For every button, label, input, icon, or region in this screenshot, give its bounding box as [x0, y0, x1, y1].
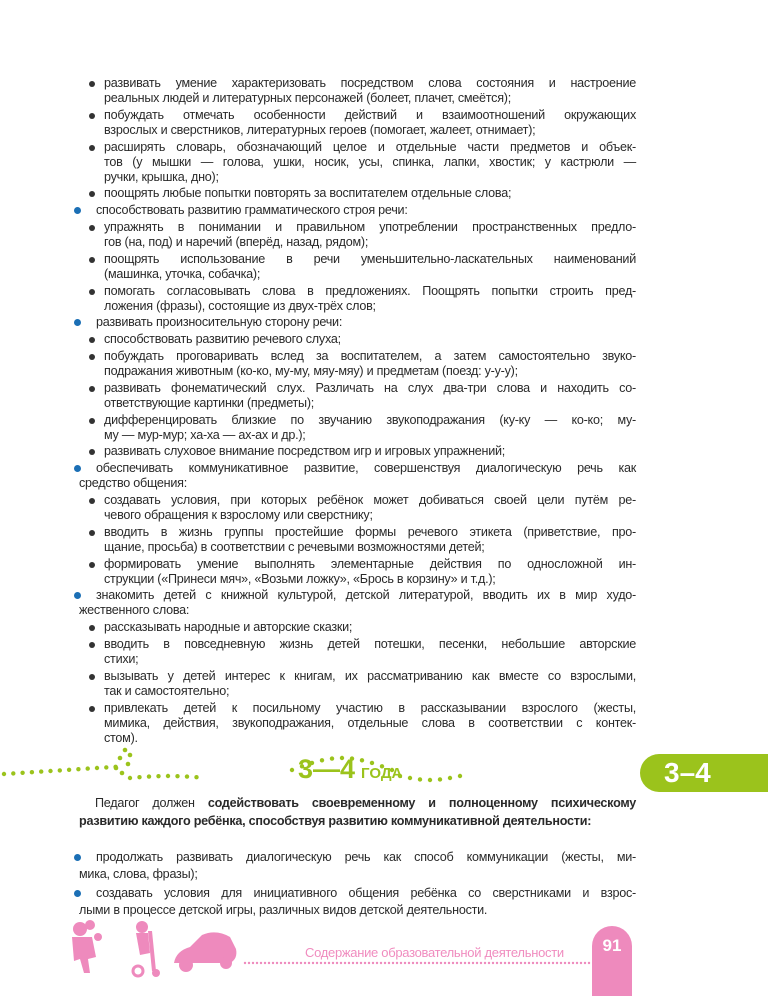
dot: [296, 962, 298, 964]
dot: [488, 962, 490, 964]
dot: [312, 962, 314, 964]
age-range: 3—4: [298, 754, 356, 784]
text-line: мика, слова, фразы);: [79, 867, 198, 881]
dot: [364, 962, 366, 964]
running-title: Содержание образовательной деятельности: [305, 945, 564, 960]
dot: [86, 766, 90, 770]
dot: [304, 962, 306, 964]
intro-bold: содействовать своевременному и полноценному психическому развитию каждого ребёнка, способствуя развитию коммуникативной деятельности:: [79, 796, 636, 828]
text-line: взрослых и сверстников, литературных героев (помогает, жалеет, отнимает);: [104, 122, 536, 137]
text-line: му — мур-мур; ха-ха — ах-ах и др.);: [104, 427, 306, 442]
dot: [556, 962, 558, 964]
text-line: чевого обращения к взрослому или сверстнику;: [104, 507, 373, 522]
dot: [588, 962, 590, 964]
dot: [30, 770, 34, 774]
sub-list-item: [0, 525, 768, 555]
bullet-icon: [89, 642, 95, 648]
bullet-icon: [89, 386, 95, 392]
dot: [308, 962, 310, 964]
text-line: расширять словарь, обозначающий целое и отдельные части предметов и объек-: [104, 139, 636, 154]
dot: [368, 962, 370, 964]
dot: [360, 962, 362, 964]
text-line: ручки, крышка, дно);: [104, 169, 219, 184]
car-icon: [174, 932, 236, 972]
text-line: (машинка, уточка, собачка);: [104, 266, 261, 281]
dot: [396, 962, 398, 964]
dot: [472, 962, 474, 964]
dot: [324, 962, 326, 964]
bullet-icon: [89, 225, 95, 231]
sub-list-item: [0, 252, 768, 282]
text-line: вызывать у детей интерес к книгам, их рассматриванию как вместе со взрослыми,: [104, 668, 636, 683]
bullet-list-early-age: [0, 76, 768, 747]
dot: [528, 962, 530, 964]
dot: [416, 962, 418, 964]
bullet-icon: [74, 592, 81, 599]
sub-list-item: [0, 349, 768, 379]
text-line: знакомить детей с книжной культурой, детской литературой, вводить их в мир худо-: [96, 588, 636, 603]
dot: [272, 962, 274, 964]
sub-list-item: [0, 413, 768, 443]
text-line: побуждать отмечать особенности действий и взаимоотношений окружающих: [104, 107, 636, 122]
dot: [532, 962, 534, 964]
text-line: вводить в жизнь группы простейшие формы речевого этикета (приветствие, про-: [104, 524, 636, 539]
dot: [408, 776, 412, 780]
girl-silhouette-icon: [72, 920, 102, 973]
text-line: щание, просьба) в соответствии с речевыми возможностями детей;: [104, 539, 485, 554]
dot: [194, 775, 198, 779]
dot: [344, 962, 346, 964]
dot: [256, 962, 258, 964]
dot: [504, 962, 506, 964]
sub-list-item: [0, 557, 768, 587]
dot: [464, 962, 466, 964]
dot: [104, 765, 108, 769]
page-number: 91: [592, 926, 632, 996]
bullet-icon: [89, 145, 95, 151]
text-line: способствовать развитию речевого слуха;: [104, 332, 341, 347]
dot: [458, 774, 462, 778]
dot: [244, 962, 246, 964]
text-line: тов (у мышки — голова, ушки, носик, усы, спинка, лапки, хвостик; у кастрюли —: [104, 154, 636, 169]
sub-list-item: [0, 637, 768, 667]
dot: [438, 777, 442, 781]
text-line: помогать согласовывать слова в предложениях. Поощрять попытки строить пред-: [104, 283, 636, 298]
dot: [540, 962, 542, 964]
dot: [128, 776, 132, 780]
dot: [328, 962, 330, 964]
dot: [448, 776, 452, 780]
dot: [384, 962, 386, 964]
bullet-list-3-4: [0, 849, 768, 921]
dot: [120, 771, 125, 776]
dot: [516, 962, 518, 964]
dot: [584, 962, 586, 964]
dot: [260, 962, 262, 964]
dot: [166, 774, 170, 778]
dot: [448, 962, 450, 964]
text-line: побуждать проговаривать вслед за воспитателем, а затем самостоятельно звуко-: [104, 348, 636, 363]
section-heading: [298, 754, 402, 785]
text-line: ложения (фразы), состоящие из двух-трёх слов;: [104, 298, 376, 313]
bullet-icon: [89, 337, 95, 343]
text-line: создавать условия, при которых ребёнок может добиваться своей цели путём ре-: [104, 492, 636, 507]
dot: [496, 962, 498, 964]
text-line: развивать фонематический слух. Различать на слух два-три слова и находить со-: [104, 380, 636, 395]
dot: [264, 962, 266, 964]
dot: [468, 962, 470, 964]
sub-list-item: [0, 284, 768, 314]
dot: [560, 962, 562, 964]
text-line: стихи;: [104, 651, 139, 666]
bullet-icon: [89, 530, 95, 536]
dot: [58, 768, 62, 772]
dot: [408, 962, 410, 964]
dot: [276, 962, 278, 964]
dot: [428, 778, 432, 782]
sub-list-item: [0, 493, 768, 523]
text-line: струкции («Принеси мяч», «Возьми ложку», «Брось в корзину» и т.д.);: [104, 571, 496, 586]
text-line: привлекать детей к посильному участию в рассказывании взрослого (жесты,: [104, 700, 636, 715]
dot: [352, 962, 354, 964]
dot: [252, 962, 254, 964]
bullet-icon: [89, 498, 95, 504]
dot: [128, 753, 133, 758]
dot: [576, 962, 578, 964]
text-line: так и самостоятельно;: [104, 683, 230, 698]
text-line: поощрять использование в речи уменьшительно-ласкательных наименований: [104, 251, 636, 266]
text-line: рассказывать народные и авторские сказки;: [104, 620, 353, 635]
dot: [95, 766, 99, 770]
dot: [20, 771, 24, 775]
text-line: развивать слуховое внимание посредством игр и игровых упражнений;: [104, 444, 506, 459]
dot: [372, 962, 374, 964]
bullet-icon: [89, 354, 95, 360]
dot: [175, 774, 179, 778]
dot: [580, 962, 582, 964]
dot: [336, 962, 338, 964]
list-item: [0, 885, 768, 919]
dot: [348, 962, 350, 964]
dot: [440, 962, 442, 964]
sub-list-item: [0, 381, 768, 411]
dot: [156, 774, 160, 778]
dot: [444, 962, 446, 964]
sub-list-item: [0, 701, 768, 746]
dot: [300, 962, 302, 964]
dot: [548, 962, 550, 964]
sub-list-item: [0, 186, 768, 201]
dot: [280, 962, 282, 964]
dot: [39, 769, 43, 773]
dot: [420, 962, 422, 964]
dot: [185, 774, 189, 778]
dot: [568, 962, 570, 964]
text-line: средство общения:: [79, 476, 187, 491]
dot: [137, 775, 141, 779]
dot: [284, 962, 286, 964]
list-item: [0, 849, 768, 883]
dot: [452, 962, 454, 964]
dot: [147, 774, 151, 778]
sub-list-item: [0, 76, 768, 106]
age-tab: 3–4: [640, 754, 768, 792]
bullet-icon: [89, 257, 95, 263]
text-line: стом).: [104, 730, 138, 745]
dot: [520, 962, 522, 964]
text-line: развивать произносительную сторону речи:: [96, 315, 343, 330]
sub-list-item: [0, 444, 768, 459]
text-line: поощрять любые попытки повторять за воспитателем отдельные слова;: [104, 186, 512, 201]
text-line: подражания животным (ко-ко, му-му, мяу-мяу) и предметам (поезд: у-у-у);: [104, 363, 518, 378]
dot: [512, 962, 514, 964]
dot: [436, 962, 438, 964]
dot: [76, 767, 80, 771]
dot: [126, 762, 131, 767]
sub-list-item: [0, 332, 768, 347]
dot: [48, 769, 52, 773]
text-line: развивать умение характеризовать посредством слова состояния и настроение: [104, 76, 636, 90]
sub-list-item: [0, 220, 768, 250]
scooter-child-icon: [133, 921, 160, 977]
bullet-icon: [89, 562, 95, 568]
dot: [388, 962, 390, 964]
dot: [428, 962, 430, 964]
bullet-icon: [89, 625, 95, 631]
dot: [572, 962, 574, 964]
text-line: упражнять в понимании и правильном употреблении пространственных предло-: [104, 219, 636, 234]
list-item: [0, 203, 768, 218]
dot: [460, 962, 462, 964]
dot: [524, 962, 526, 964]
dot: [118, 756, 123, 761]
dot: [536, 962, 538, 964]
bullet-icon: [74, 319, 81, 326]
intro-lead: Педагог должен: [95, 796, 208, 810]
dot: [114, 766, 119, 771]
dot: [412, 962, 414, 964]
text-line: обеспечивать коммуникативное развитие, совершенствуя диалогическую речь как: [96, 461, 636, 476]
text-line: формировать умение выполнять элементарные действия по односложной ин-: [104, 556, 636, 571]
bullet-icon: [74, 207, 81, 214]
dot: [432, 962, 434, 964]
text-line: мимика, действия, звукоподражания, отдельные слова в соответствии с контек-: [104, 715, 636, 730]
sub-list-item: [0, 669, 768, 699]
dot: [340, 962, 342, 964]
dot: [290, 768, 294, 772]
dot: [320, 962, 322, 964]
text-line: гов (на, под) и наречий (вперёд, назад, рядом);: [104, 234, 369, 249]
dot: [456, 962, 458, 964]
bullet-icon: [74, 890, 81, 897]
text-line: лыми в процессе детской игры, различных видов детской деятельности.: [79, 902, 488, 917]
dot: [248, 962, 250, 964]
dot: [11, 771, 15, 775]
bullet-icon: [89, 449, 95, 455]
intro-paragraph: [79, 795, 636, 830]
dot: [480, 962, 482, 964]
bullet-icon: [89, 674, 95, 680]
dot: [292, 962, 294, 964]
dot: [392, 962, 394, 964]
dot: [552, 962, 554, 964]
dot: [123, 748, 128, 753]
text-line: реальных людей и литературных персонажей (болеет, плачет, смеётся);: [104, 91, 511, 105]
dot: [492, 962, 494, 964]
bullet-icon: [89, 113, 95, 119]
dot: [268, 962, 270, 964]
text-line: жественного слова:: [79, 603, 190, 618]
age-unit: ГОДА: [361, 765, 403, 782]
bullet-icon: [74, 854, 81, 861]
bullet-icon: [89, 418, 95, 424]
dot: [380, 962, 382, 964]
dot: [476, 962, 478, 964]
text-line: ответствующие картинки (предметы);: [104, 395, 315, 410]
dot: [376, 962, 378, 964]
bullet-icon: [74, 465, 81, 472]
list-item: [0, 315, 768, 330]
sub-list-item: [0, 140, 768, 185]
dot: [564, 962, 566, 964]
bullet-icon: [89, 191, 95, 197]
sub-list-item: [0, 620, 768, 635]
dot: [332, 962, 334, 964]
dot: [424, 962, 426, 964]
bullet-icon: [89, 289, 95, 295]
sub-list-item: [0, 108, 768, 138]
dot: [484, 962, 486, 964]
list-item: [0, 461, 768, 491]
footer-dotted-line: [244, 962, 590, 964]
dot: [404, 962, 406, 964]
dot: [500, 962, 502, 964]
dot: [400, 962, 402, 964]
text-line: способствовать развитию грамматического строя речи:: [96, 203, 408, 218]
dot: [508, 962, 510, 964]
bullet-icon: [89, 81, 95, 87]
dot: [418, 777, 422, 781]
bullet-icon: [89, 706, 95, 712]
dot: [288, 962, 290, 964]
dot: [67, 768, 71, 772]
dot: [2, 772, 6, 776]
text-line: дифференцировать близкие по звучанию звукоподражания (ку-ку — ко-ко; му-: [104, 412, 636, 427]
dot: [316, 962, 318, 964]
text-line: создавать условия для инициативного общения ребёнка со сверстниками и взрос-: [96, 885, 636, 900]
dot: [356, 962, 358, 964]
dot: [544, 962, 546, 964]
text-line: продолжать развивать диалогическую речь как способ коммуникации (жесты, ми-: [96, 850, 636, 864]
list-item: [0, 588, 768, 618]
text-line: вводить в повседневную жизнь детей потешки, песенки, небольшие авторские: [104, 636, 636, 651]
